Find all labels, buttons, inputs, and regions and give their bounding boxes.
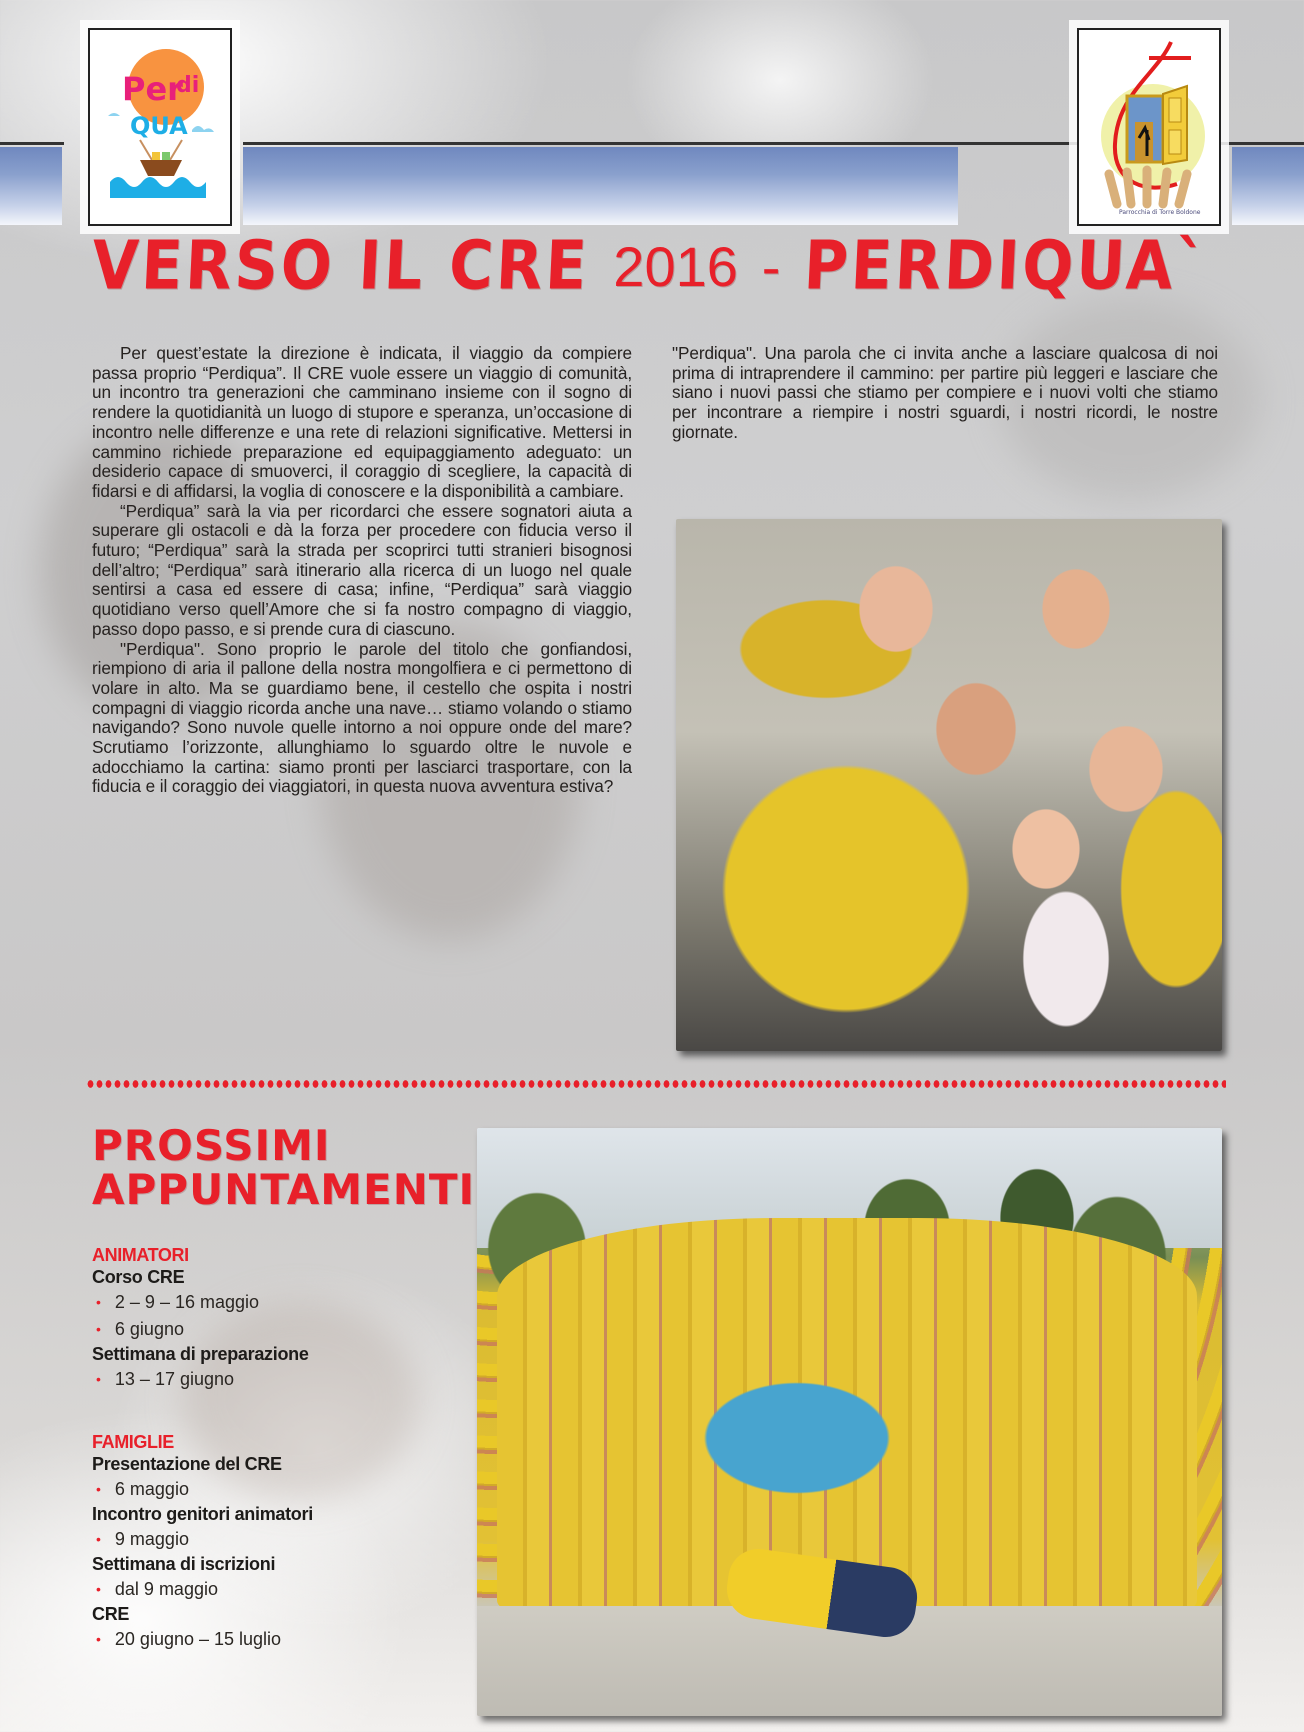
date-text: 6 giugno — [114, 1319, 184, 1339]
cre-logo — [88, 28, 232, 226]
title-separator: - — [761, 235, 781, 298]
title-year: 2016 — [613, 235, 738, 298]
group-animatori — [92, 1244, 452, 1393]
hot-air-balloon-icon — [100, 42, 220, 212]
event-title: Incontro genitori animatori — [92, 1504, 313, 1524]
header-band-middle — [243, 147, 958, 225]
appointments-title — [92, 1121, 476, 1214]
bullet-icon: • — [96, 1581, 101, 1597]
svg-text:QUA: QUA — [130, 112, 188, 140]
date-text: 13 – 17 giugno — [114, 1369, 235, 1389]
date-text: 20 giugno – 15 luglio — [114, 1629, 282, 1649]
bullet-icon: • — [96, 1294, 101, 1310]
event-title: CRE — [92, 1604, 130, 1624]
header-band-left — [0, 147, 62, 225]
bullet-icon: • — [96, 1481, 101, 1497]
article-paragraph: Per quest’estate la direzione è indicata, il viaggio da compiere passa proprio “Perdiqua”. Il CRE vuole essere un viaggio di comunità, un incontro tra generazioni che camminano insieme con il sogno di rendere la quotidianità un luogo di stupore e speranza, un’occasione di incontro nelle differenze e una rete di relazioni significative. Mettersi in cammino richiede preparazione ed equipaggiamento adeguato: un desiderio capace di smuoverci, il coraggio di scegliere, la capacità di fidarsi e di affidarsi, la voglia di conoscere e la disponibilità a cambiare. — [92, 343, 632, 501]
event-date — [92, 1316, 452, 1343]
dotted-divider — [86, 1080, 1226, 1088]
parish-logo — [1077, 28, 1221, 226]
group-photo — [477, 1128, 1222, 1716]
header-band-right — [1232, 147, 1304, 225]
event-title: Settimana di iscrizioni — [92, 1554, 276, 1574]
page-title — [90, 226, 1222, 306]
article-paragraph: “Perdiqua” sarà la via per ricordarci che essere sognatori aiuta a superare gli ostacoli e dà la forza per procedere con fiducia verso il futuro; “Perdiqua” sarà la strada per scoprirci tutti stranieri bisognosi dell’altro; “Perdiqua” sarà itinerario alla ricerca di un luogo nel quale sentirsi a casa ed essere di casa; infine, “Perdiqua” sarà viaggio quotidiano verso quell’Amore che si fa nostro compagno di viaggio, passo dopo passo, e si prende cura di ciascuno. — [92, 500, 632, 639]
event-title: Settimana di preparazione — [92, 1344, 309, 1364]
date-text: 9 maggio — [114, 1529, 189, 1549]
title-part1: VERSO IL CRE — [90, 226, 592, 306]
group-famiglie — [92, 1431, 452, 1653]
svg-text:Per: Per — [122, 70, 183, 108]
article-paragraph: "Perdiqua". Sono proprio le parole del titolo che gonfiandosi, riempiono di aria il pallone della nostra mongolfiera e ci permettono di volare in alto. Ma se guardiamo bene, il cestello che ospita i nostri compagni di viaggio ricorda anche una nave… stiamo volando o stiamo navigando? Sono nuvole quelle intorno a noi oppure onde del mare? Scrutiamo l’orizzonte, allunghiamo lo sguardo oltre le nuvole e adocchiamo la cartina: siamo pronti per lasciarci trasportare, con la fiducia e il coraggio dei viaggiatori, in questa nuova avventura estiva? — [92, 638, 632, 797]
header-rule-right — [1232, 142, 1304, 145]
bullet-icon: • — [96, 1531, 101, 1547]
date-text: dal 9 maggio — [114, 1579, 218, 1599]
svg-text:di: di — [176, 73, 200, 98]
event-title: Presentazione del CRE — [92, 1454, 282, 1474]
event-date — [92, 1289, 452, 1316]
event-title: Corso CRE — [92, 1267, 185, 1287]
article-right-column — [672, 344, 1218, 443]
selfie-photo — [676, 519, 1222, 1051]
date-text: 6 maggio — [114, 1479, 189, 1499]
bullet-icon: • — [96, 1631, 101, 1647]
header-rule-left — [0, 142, 64, 145]
article-paragraph: "Perdiqua". Una parola che ci invita anche a lasciare qualcosa di noi prima di intraprendere il cammino: per partire più leggeri e lasciare che siano i nuovi passi che stiamo per compiere e i nuovi volti che stiamo per incontrare a riempire i nostri sguardi, i nostri ricordi, le nostre giornate. — [672, 343, 1218, 442]
parish-logo-caption: Parrocchia di Torre Boldone — [1119, 209, 1201, 216]
appointments-title-line1: PROSSIMI — [92, 1121, 331, 1170]
appointments-title-line2: APPUNTAMENTI — [92, 1165, 476, 1214]
bullet-icon: • — [96, 1371, 101, 1387]
bullet-icon: • — [96, 1321, 101, 1337]
photo-crowd — [497, 1218, 1197, 1608]
event-date — [92, 1366, 452, 1393]
group-label: FAMIGLIE — [92, 1432, 174, 1452]
date-text: 2 – 9 – 16 maggio — [114, 1292, 260, 1312]
event-date — [92, 1526, 452, 1553]
event-date — [92, 1576, 452, 1603]
appointments-list — [92, 1244, 452, 1687]
group-label: ANIMATORI — [92, 1245, 189, 1265]
event-date — [92, 1626, 452, 1653]
article-left-column — [92, 344, 632, 797]
title-part2: PERDIQUA` — [802, 226, 1211, 306]
event-date — [92, 1476, 452, 1503]
parish-window-icon — [1087, 34, 1211, 220]
